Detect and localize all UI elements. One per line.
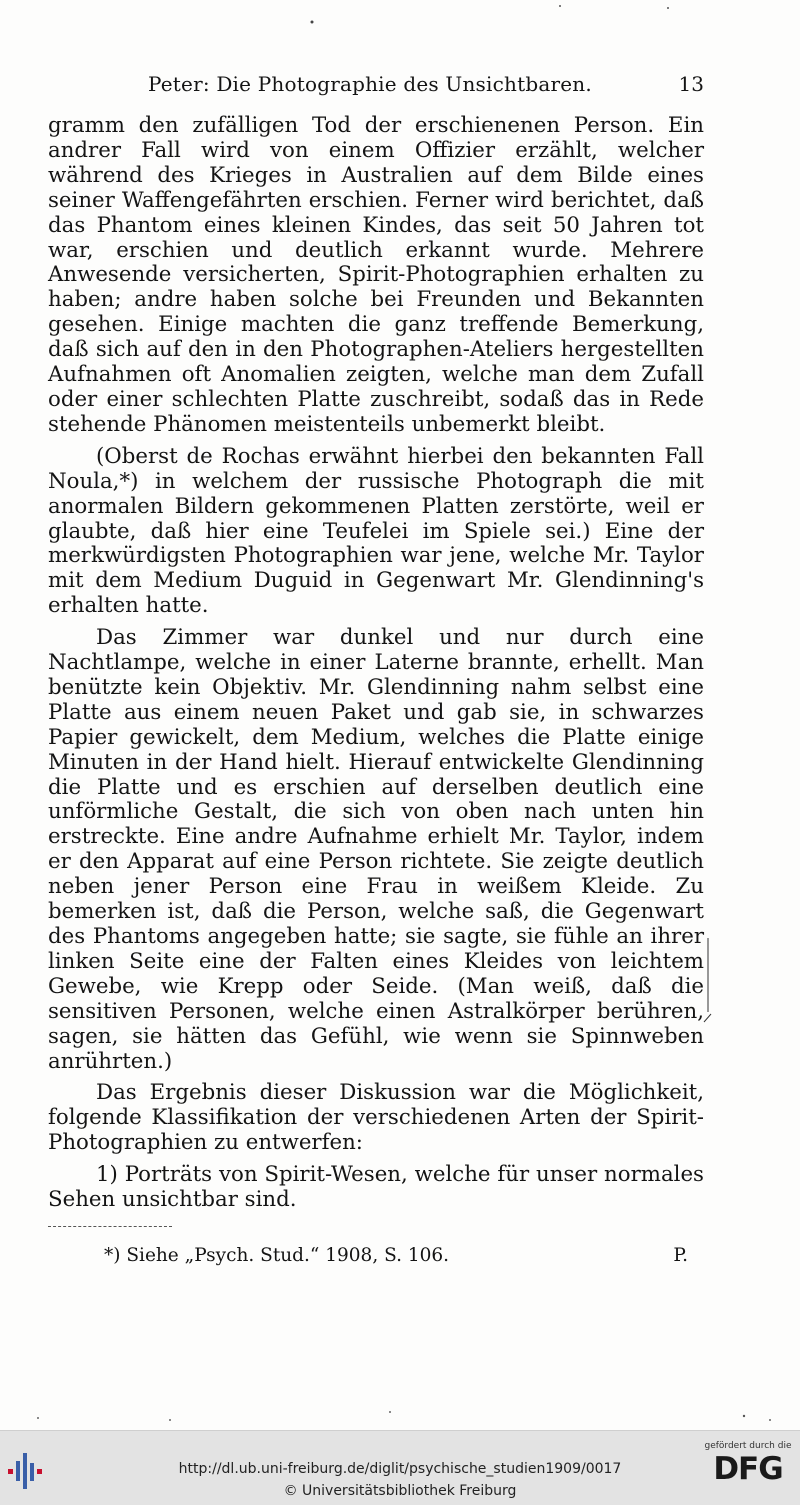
page-number: 13 [678,72,704,96]
list-item-1: 1) Porträts von Spirit-Wesen, welche für unser normales Sehen unsichtbar sind. [48,1162,704,1213]
running-header [48,72,704,102]
permalink-url[interactable]: http://dl.ub.uni-freiburg.de/diglit/psychische_studien1909/0017 [178,1461,622,1477]
dfg-block [702,1441,794,1487]
footnote [104,1245,688,1266]
footnote-signature: P. [673,1245,688,1266]
paragraph-2: (Oberst de Rochas erwähnt hierbei den bekannten Fall Noula,*) in welchem der russische Photograph die mit anormalen Bildern gekommenen Platten zerstörte, weil er glaubte, daß hier eine Teufelei im Spiele sei.) Eine der merkwürdigsten Photographien war jene, welche Mr. Taylor mit dem Medium Duguid in Gegenwart Mr. Glendinning's erhalten hatte. [48,443,704,619]
copyright-notice: © Universitätsbibliothek Freiburg [283,1483,517,1499]
footnote-divider [48,1226,172,1227]
paragraph-3: Das Zimmer war dunkel und nur durch eine Nachtlampe, welche in einer Laterne brannte, erhellt. Man benützte kein Objektiv. Mr. Glendinning nahm selbst eine Platte aus einem neuen Paket und gab sie, in schwarzes Papier gewickelt, dem Medium, welches die Platte einige Minuten in der Hand hielt. Hierauf entwickelte Glendinning die Platte und es erschien auf derselben deutlich eine unförmliche Gestalt, die sich von oben nach unten hin erstreckte. Eine andre Aufnahme erhielt Mr. Taylor, indem er den Apparat auf eine Person richtete. Sie zeigte deutlich neben jener Person eine Frau in weißem Kleide. Zu bemerken ist, daß die Person, welche saß, die Gegenwart des Phantoms angegeben hatte; sie sagte, sie fühle an ihrer linken Seite eine der Falten eines Kleides von leichtem Gewebe, wie Krepp oder Seide. (Man weiß, daß die sensitiven Personen, welche einen Astralkörper berühren, sagen, sie hätten das Gefühl, wie wenn sie Spinnweben anrührten.) [48,625,704,1074]
dfg-logo: DFG [713,1451,783,1487]
paragraph-4: Das Ergebnis dieser Diskussion war die Möglichkeit, folgende Klassifikation der verschiedenen Arten der Spirit-Photographien zu entwerfen: [48,1080,704,1156]
viewer-footer [0,1430,800,1505]
paragraph-1: gramm den zufälligen Tod der erschienenen Person. Ein andrer Fall wird von einem Offizier erzählt, welcher während des Krieges in Australien auf dem Bilde eines seiner Waffengefährten erschien. Ferner wird berichtet, daß das Phantom eines kleinen Kindes, das seit 50 Jahren tot war, erschien und deutlich erkannt wurde. Mehrere Anwesende versicherten, Spirit-Photographien erhalten zu haben; andre haben solche bei Freunden und Bekannten gesehen. Einige machten die ganz treffende Bemerkung, daß sich auf den in den Photographen-Ateliers hergestellten Aufnahmen oft Anomalien zeigten, welche man dem Zufall oder einer schlechten Platte zuschreibt, sodaß das in Rede stehende Phänomen meistenteils unbemerkt bleibt. [48,113,704,437]
dfg-caption: gefördert durch die [704,1441,792,1451]
footnote-text: *) Siehe „Psych. Stud.“ 1908, S. 106. [104,1245,450,1266]
running-title: Peter: Die Photographie des Unsichtbaren. [148,72,592,96]
body-text [48,114,704,1220]
